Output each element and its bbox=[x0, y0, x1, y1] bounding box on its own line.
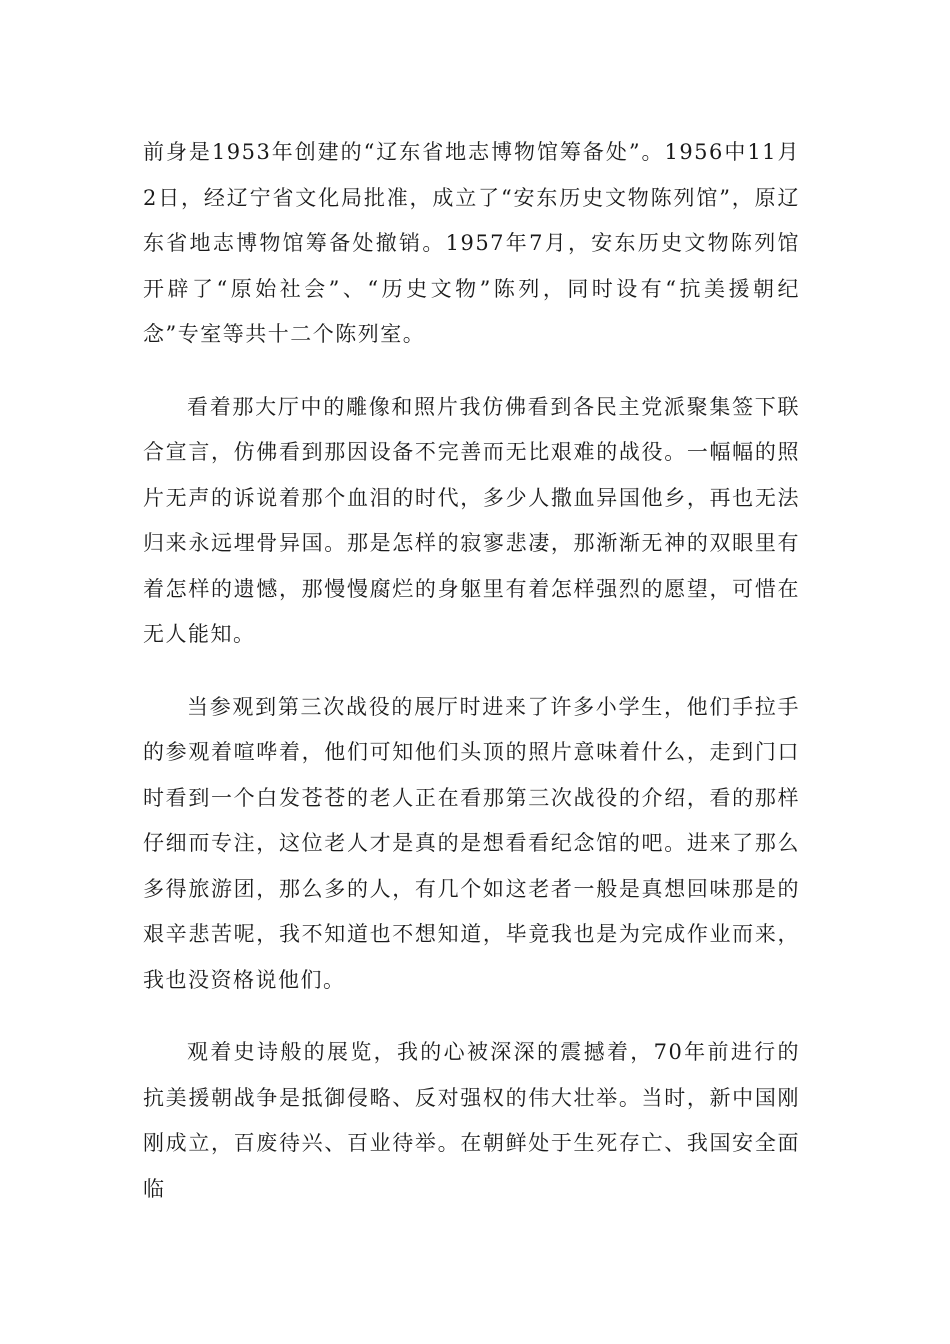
paragraph-1: 前身是1953年创建的“辽东省地志博物馆筹备处”。1956中11月2日，经辽宁省文化局批准，成立了“安东历史文物陈列馆”，原辽东省地志博物馆筹备处撤销。1957年7月，安东历史文物陈列馆开辟了“原始社会”、“历史文物”陈列，同时设有“抗美援朝纪念”专室等共十二个陈列室。 bbox=[143, 140, 800, 346]
paragraph-2: 看着那大厅中的雕像和照片我仿佛看到各民主党派聚集签下联合宣言，仿佛看到那因设备不完善而无比艰难的战役。一幅幅的照片无声的诉说着那个血泪的时代，多少人撒血异国他乡，再也无法归来永远埋骨异国。那是怎样的寂寥悲凄，那渐渐无神的双眼里有着怎样的遗憾，那慢慢腐烂的身躯里有着怎样强烈的愿望，可惜在无人能知。 bbox=[143, 394, 800, 646]
paragraph-3: 当参观到第三次战役的展厅时进来了许多小学生，他们手拉手的参观着喧哗着，他们可知他们头顶的照片意味着什么，走到门口时看到一个白发苍苍的老人正在看那第三次战役的介绍，看的那样仔细而专注，这位老人才是真的是想看看纪念馆的吧。进来了那么多得旅游团，那么多的人，有几个如这老者一般是真想回味那是的艰辛悲苦呢，我不知道也不想知道，毕竟我也是为完成作业而来，我也没资格说他们。 bbox=[143, 694, 800, 992]
paragraph-4: 观着史诗般的展览，我的心被深深的震撼着，70年前进行的抗美援朝战争是抵御侵略、反对强权的伟大壮举。当时，新中国刚刚成立，百废待兴、百业待举。在朝鲜处于生死存亡、我国安全面临 bbox=[143, 1040, 800, 1201]
